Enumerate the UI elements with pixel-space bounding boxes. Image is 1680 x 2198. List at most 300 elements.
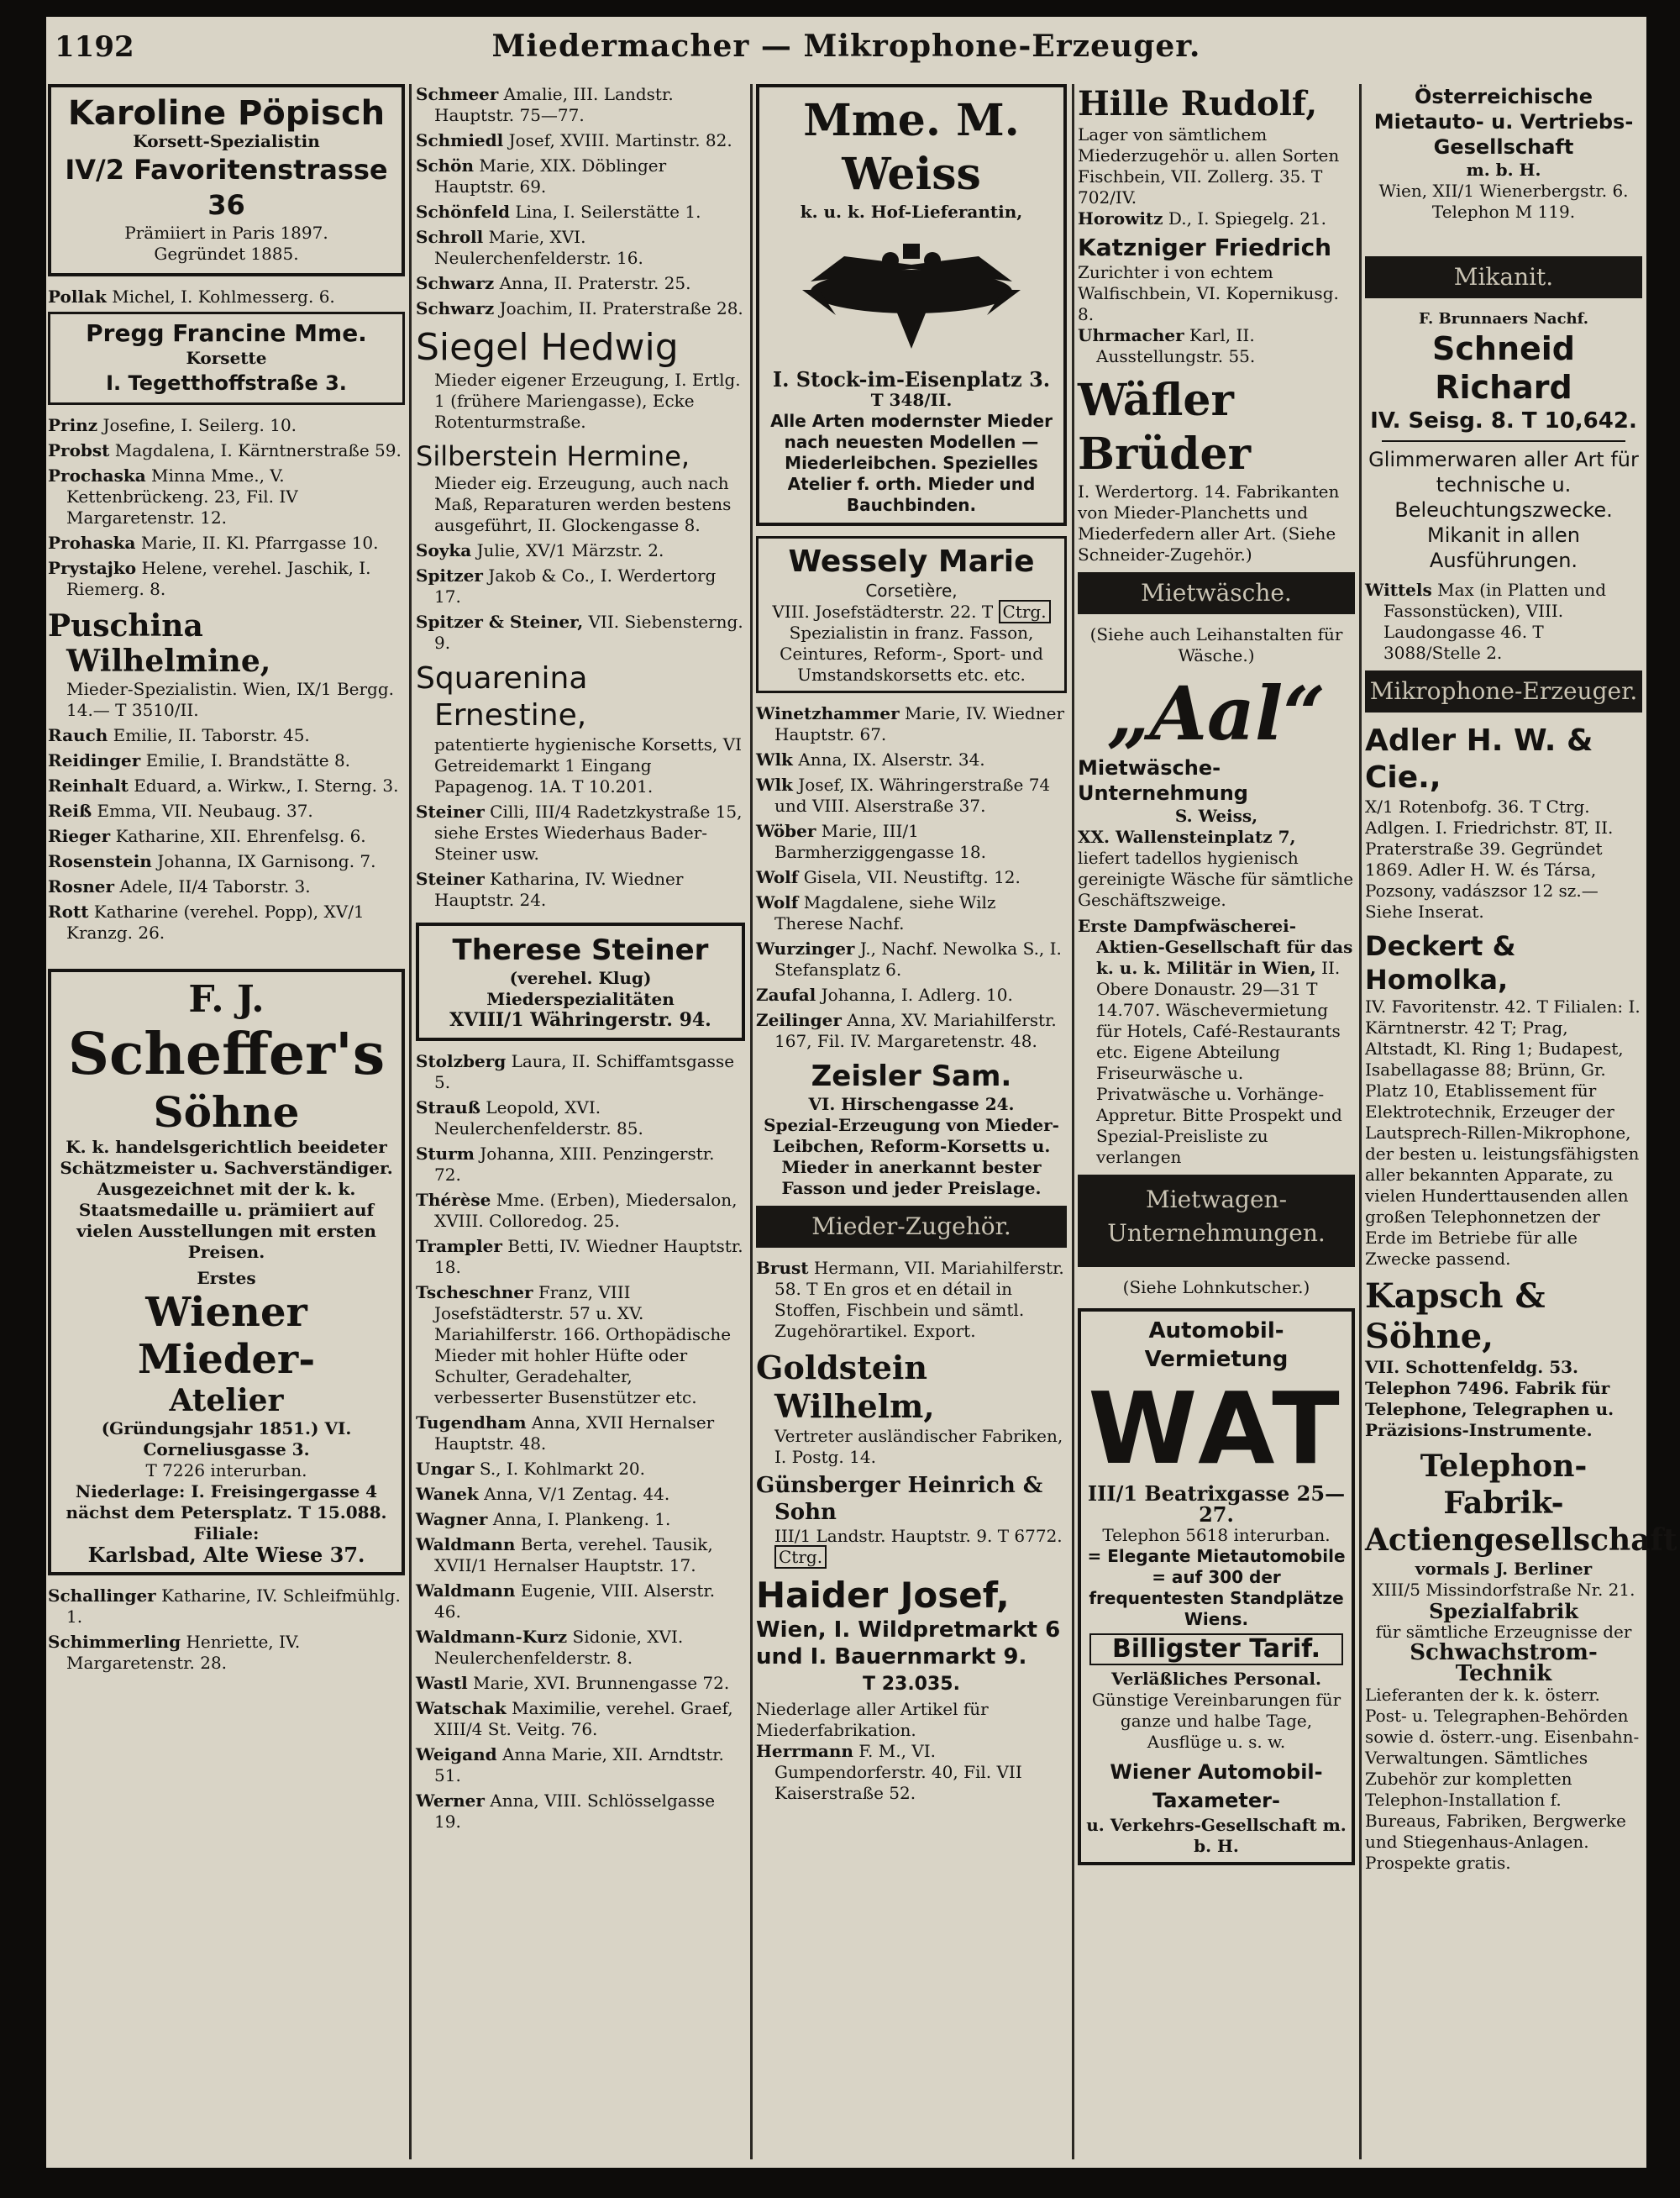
entry-name: Spitzer: [416, 565, 483, 586]
entry-name: Strauß: [416, 1097, 480, 1117]
entry-name: Steiner: [416, 802, 485, 822]
ad-line: = Elegante Mietautomobile = auf 300 der frequentesten Standplätze Wiens.: [1087, 1546, 1346, 1629]
entry-text: Adele, II/4 Taborstr. 3.: [119, 876, 311, 897]
entry-text: D., I. Spiegelg. 21.: [1168, 208, 1326, 229]
entry-name: Prinz: [48, 415, 98, 435]
advertiser-name: Squarenina Ernestine,: [416, 661, 588, 733]
advertiser-name: Goldstein Wilhelm,: [756, 1349, 935, 1425]
entry: [416, 1097, 745, 1139]
ad-goldstein: [756, 1349, 1067, 1468]
entry-text: Lina, I. Seilerstätte 1.: [515, 202, 701, 222]
entry-text: Julie, XV/1 Märzstr. 2.: [476, 540, 664, 560]
entry-name: Rott: [48, 902, 89, 922]
ad-line: Lieferanten der k. k. österr. Post- u. Telegraphen-Behörden sowie d. österr.-ung. Eisenbahn-Verwaltungen. Sämtliches Zubehör zur kompletten Telephon-Installation f. Bureaus, Fabriken, Bergwerke und Stiegenhaus-Anlagen. Prospekte gratis.: [1365, 1685, 1640, 1873]
entry: [48, 902, 405, 944]
entry-text: Mieder eigener Erzeugung, I. Ertlg. 1 (frühere Mariengasse), Ecke Rotenturmstraße.: [434, 370, 741, 432]
advertiser-name: Wäfler Brüder: [1078, 375, 1251, 480]
entry: [416, 1534, 745, 1576]
entry: [416, 1236, 745, 1278]
entry-text: I. Werdertorg. 14. Fabrikanten von Mieder-Planchetts und Miederfedern aller Art. (Siehe Schneider-Zugehör.): [1078, 481, 1340, 565]
entry-name: Horowitz: [1078, 208, 1163, 229]
double-eagle-emblem-icon: [785, 231, 1037, 357]
entry-text: Gisela, VII. Neustiftg. 12.: [803, 867, 1021, 887]
entry: [416, 155, 745, 197]
entry-name: Schallinger: [48, 1585, 156, 1606]
entry: [756, 1741, 1067, 1804]
entry-text: Mieder eig. Erzeugung, auch nach Maß, Reparaturen werden bestens ausgeführt, II. Glockengasse 8.: [434, 473, 732, 535]
ad-line: Alle Arten modernster Mieder nach neuesten Modellen — Miederleibchen. Spezielles Atelier f. orth. Mieder und Bauchbinden.: [770, 411, 1053, 515]
ad-haider: [756, 1575, 1067, 1741]
entry-name: Waldmann: [416, 1534, 516, 1554]
ad-hille: [1078, 84, 1355, 208]
entry-text: Magdalene, siehe Wilz Therese Nachf.: [774, 892, 996, 933]
advertiser-name: Haider Josef,: [756, 1575, 1010, 1616]
entry-text: Marie, II. Kl. Pfarrgasse 10.: [140, 533, 379, 553]
ad-address: I. Stock-im-Eisenplatz 3.: [772, 367, 1051, 392]
entry: [48, 287, 405, 308]
entry: [416, 540, 745, 561]
advertiser-name: Telephon-Fabrik-Actiengesellschaft: [1365, 1449, 1677, 1558]
entry-name: Wlk: [756, 775, 793, 795]
page-number: 1192: [55, 30, 134, 64]
ad-line: Corsetière,: [865, 581, 958, 601]
entry-name: Wanek: [416, 1484, 479, 1504]
ad-line: Korsett-Spezialistin: [133, 131, 320, 151]
entry-name: Reidinger: [48, 750, 141, 770]
ad-telephon-fabrik: [1365, 1448, 1677, 1874]
entry-name: Schmiedl: [416, 130, 504, 150]
advertiser-name: Schneid Richard: [1432, 330, 1575, 406]
entry-name: Soyka: [416, 540, 472, 560]
ad-line: Erstes: [197, 1268, 256, 1288]
entry-text: Katharina, IV. Wiedner Hauptstr. 24.: [434, 869, 684, 910]
ad-line: Wiener Mieder-: [137, 1289, 316, 1383]
entry-text: VII. Siebensterng. 9.: [434, 612, 743, 653]
entry-text: Berta, verehel. Tausik, XVII/1 Hernalser Hauptstr. 17.: [434, 1534, 713, 1575]
ad-kapsch: [1365, 1276, 1642, 1441]
entry: [416, 1509, 745, 1530]
entry-name: Erste Dampfwäscherei-Aktien-Gesellschaft für das k. u. k. Militär in Wien,: [1078, 916, 1353, 978]
section-heading: Mieder-Zugehör.: [756, 1206, 1067, 1248]
entry: [416, 1580, 745, 1622]
ad-mietauto: [1365, 84, 1642, 223]
entry-name: Tugendham: [416, 1412, 527, 1433]
ad-line: vormals J. Berliner: [1415, 1559, 1593, 1579]
entry-text: Josefine, I. Seilerg. 10.: [102, 415, 297, 435]
entry: [48, 533, 405, 554]
entry-text: Anna, XV. Mariahilferstr. 167, Fil. IV. Margaretenstr. 48.: [774, 1010, 1057, 1051]
ad-address: Wien, XII/1 Wienerbergstr. 6.: [1378, 181, 1629, 201]
ad-line: Schwachstrom-Technik: [1410, 1640, 1598, 1686]
entry-name: Spitzer & Steiner,: [416, 612, 584, 632]
entry-name: Probst: [48, 440, 110, 460]
entry-text: Marie, XIX. Döblinger Hauptstr. 69.: [434, 155, 667, 197]
column-5: [1365, 84, 1677, 2159]
entry: [416, 565, 745, 607]
ad-phone: Telephon 5618 interurban.: [1102, 1525, 1331, 1545]
entry-name: Prohaska: [48, 533, 136, 553]
entry-name: Schön: [416, 155, 475, 176]
entry: [416, 1484, 745, 1505]
ad-line: Mietwäsche-Unternehmung: [1078, 756, 1248, 805]
ad-pregg: [48, 312, 405, 405]
ad-line: Miederspezialitäten: [486, 989, 675, 1009]
entry-text: Anna, XVII Hernalser Hauptstr. 48.: [434, 1412, 715, 1454]
entry-name: Wurzinger: [756, 939, 855, 959]
entry-text: Franz, VIII Josefstädterstr. 57 u. XV. Mariahilferstr. 166. Orthopädische Mieder mit hohler Hüfte oder Schulter, Geradehalter, verbesserter Busenstützer etc.: [434, 1282, 732, 1407]
cross-reference: (Siehe Lohnkutscher.): [1122, 1277, 1310, 1297]
entry-text: Henriette, IV. Margaretenstr. 28.: [66, 1632, 301, 1673]
advertiser-name: Therese Steiner: [452, 933, 709, 967]
entry: [416, 869, 745, 911]
entry-text: Johanna, XIII. Penzingerstr. 72.: [434, 1144, 715, 1185]
entry-name: Brust: [756, 1258, 809, 1278]
entry: [416, 1144, 745, 1186]
ad-line: Korsette: [186, 348, 267, 368]
entry: [48, 776, 405, 797]
entry: [416, 84, 745, 126]
ad-line: k. u. k. Hof-Lieferantin,: [800, 202, 1023, 222]
entry: [416, 1673, 745, 1694]
ad-weiss: [756, 84, 1067, 526]
entry: [756, 821, 1067, 863]
ad-line: Gegründet 1885.: [154, 244, 299, 264]
advertiser-name: Adler H. W. & Cie.,: [1365, 723, 1593, 795]
entry-text: Cilli, III/4 Radetzkystraße 15, siehe Erstes Wiederhaus Bader-Steiner usw.: [434, 802, 743, 864]
entry-text: III/1 Landstr. Hauptstr. 9. T 6772.: [774, 1526, 1063, 1546]
entry-text: Vertreter ausländischer Fabriken, I. Postg. 14.: [774, 1426, 1063, 1467]
entry-name: Watschak: [416, 1698, 507, 1718]
ad-line: m. b. H.: [1466, 160, 1541, 180]
column-3: [756, 84, 1067, 2159]
advertiser-name: Siegel Hedwig: [416, 326, 679, 369]
advertiser-name: Wessely Marie: [788, 544, 1035, 579]
ad-siegel: [416, 326, 745, 433]
entry: [756, 775, 1067, 817]
entry: [416, 1051, 745, 1093]
entry-text: Michel, I. Kohlmesserg. 6.: [112, 287, 335, 307]
ad-puschina: [48, 608, 405, 721]
entry-name: Schwarz: [416, 273, 495, 293]
entry-text: Maximilie, verehel. Graef, XIII/4 St. Veitg. 76.: [434, 1698, 733, 1739]
entry-text: Leopold, XVI. Neulerchenfelderstr. 85.: [434, 1097, 643, 1138]
ad-line: F. Brunnaers Nachf.: [1419, 310, 1588, 328]
ad-line: liefert tadellos hygienisch gereinigte Wäsche für sämtliche Geschäftszweige.: [1078, 848, 1354, 910]
column-divider: [750, 84, 753, 2159]
ad-line: (verehel. Klug): [509, 968, 652, 988]
entry-name: Rauch: [48, 725, 108, 745]
entry-text: Marie, XVI. Neulerchenfelderstr. 16.: [434, 227, 643, 268]
entry-name: Winetzhammer: [756, 703, 900, 723]
entry: [48, 876, 405, 897]
entry-text: Eduard, a. Wirkw., I. Sterng. 3.: [134, 776, 399, 796]
entry: [416, 802, 745, 865]
ad-address: Wien, I. Wildpretmarkt 6: [756, 1617, 1061, 1643]
ad-wat: [1078, 1308, 1355, 1865]
entry: [756, 749, 1067, 770]
registered-badge: Ctrg.: [774, 1545, 827, 1569]
entry-name: Stolzberg: [416, 1051, 507, 1071]
advertiser-name: Zeisler Sam.: [811, 1060, 1012, 1093]
ad-line: F. J.: [188, 978, 265, 1021]
entry: [756, 867, 1067, 888]
column-divider: [409, 84, 412, 2159]
ad-address: IV. Seisg. 8. T 10,642.: [1370, 408, 1637, 434]
advertiser-name: Scheffer's: [67, 1021, 386, 1088]
entry: [416, 1412, 745, 1454]
entry: [416, 612, 745, 654]
entry-text: Amalie, III. Landstr. Hauptstr. 75—77.: [434, 84, 674, 125]
registered-badge: Ctrg.: [999, 600, 1051, 623]
entry-text: Anna, VIII. Schlösselgasse 19.: [434, 1790, 716, 1832]
ad-line: Spezialistin in franz. Fasson, Ceintures, Reform-, Sport- und Umstandskorsetts etc. etc.: [780, 623, 1043, 685]
entry-name: Rosenstein: [48, 851, 152, 871]
entry: [48, 1585, 405, 1627]
section-heading: Mietwäsche.: [1078, 572, 1355, 614]
entry-text: S., I. Kohlmarkt 20.: [479, 1459, 645, 1479]
entry-name: Weigand: [416, 1744, 497, 1764]
ad-address: IV/2 Favoritenstrasse 36: [65, 154, 388, 221]
ad-line: u. Verkehrs-Gesellschaft m. b. H.: [1086, 1815, 1347, 1856]
entry-text: Karl, II. Ausstellungstr. 55.: [1096, 325, 1256, 366]
entry-text: Katharine (verehel. Popp), XV/1 Kranzg. 26.: [66, 902, 365, 943]
column-2: [416, 84, 745, 2159]
entry: [48, 725, 405, 746]
column-4: [1078, 84, 1355, 2159]
entry: [416, 1282, 745, 1408]
entry-text: Laura, II. Schiffamtsgasse 5.: [434, 1051, 735, 1092]
entry-name: Schönfeld: [416, 202, 510, 222]
ad-schneid: [1365, 308, 1642, 573]
entry-text: Helene, verehel. Jaschik, I. Riemerg. 8.: [66, 558, 371, 599]
entry-name: Prochaska: [48, 465, 146, 486]
entry-name: Wolf: [756, 867, 799, 887]
ad-line: XVIII/1 Währingerstr. 94.: [449, 1009, 711, 1031]
entry-name: Wöber: [756, 821, 816, 841]
entry-text: Marie, IV. Wiedner Hauptstr. 67.: [774, 703, 1065, 744]
entry-name: Waldmann-Kurz: [416, 1627, 568, 1647]
entry-text: Zurichter i von echtem Walfischbein, VI. Kopernikusg. 8.: [1078, 262, 1339, 324]
entry-text: Mme. (Erben), Miedersalon, XVIII. Colloredog. 25.: [434, 1190, 738, 1231]
entry-name: Trampler: [416, 1236, 502, 1256]
entry-text: Max (in Platten und Fassonstücken), VIII. Laudongasse 46. T 3088/Stelle 2.: [1383, 580, 1607, 663]
entry-text: Mieder-Spezialistin. Wien, IX/1 Bergg. 14.— T 3510/II.: [66, 679, 394, 720]
ad-silberstein: [416, 439, 745, 536]
ad-line: Glimmerwaren aller Art für technische u. Beleuchtungszwecke. Mikanit in allen Ausführungen.: [1368, 448, 1639, 572]
ad-address: XIII/5 Missindorfstraße Nr. 21.: [1372, 1580, 1635, 1600]
ad-adler: [1365, 723, 1642, 923]
entry-name: Schimmerling: [48, 1632, 181, 1652]
entry-text: Marie, XVI. Brunnengasse 72.: [473, 1673, 730, 1693]
entry: [416, 1627, 745, 1669]
advertiser-name: Günsberger Heinrich & Sohn: [756, 1473, 1043, 1525]
entry-name: Wolf: [756, 892, 799, 912]
entry-name: Reiß: [48, 801, 92, 821]
entry: [1078, 916, 1355, 1168]
advertiser-name: Puschina Wilhelmine,: [48, 608, 271, 679]
entry-text: Anna, V/1 Zentag. 44.: [484, 1484, 670, 1504]
entry: [416, 1698, 745, 1740]
advertiser-name: Mme. M. Weiss: [803, 95, 1020, 200]
entry-text: Anna, IX. Alserstr. 34.: [798, 749, 985, 770]
entry-name: Tscheschner: [416, 1282, 533, 1302]
entry: [1078, 325, 1355, 367]
ad-line: Spezial-Erzeugung von Mieder-Leibchen, Reform-Korsetts u. Mieder in anerkannt bester Fasson und jeder Preislage.: [764, 1115, 1059, 1198]
ad-deckert: [1365, 929, 1642, 1270]
advertiser-name: Hille Rudolf,: [1078, 84, 1318, 124]
ad-line: Wiener Automobil-Taxameter-: [1110, 1760, 1323, 1812]
entry-name: Prystajko: [48, 558, 137, 578]
ad-guensberger: [756, 1472, 1067, 1568]
entry: [48, 750, 405, 771]
ad-address: III/1 Beatrixgasse 25—27.: [1087, 1481, 1346, 1527]
ad-zeisler: [756, 1059, 1067, 1199]
ad-address: und I. Bauernmarkt 9.: [756, 1644, 1027, 1670]
ad-line: Filiale:: [193, 1523, 260, 1543]
entry-text: Katharine, XII. Ehrenfelsg. 6.: [115, 826, 366, 846]
entry-name: Sturm: [416, 1144, 475, 1164]
entry-text: II. Obere Donaustr. 29—31 T 14.707. Wäschevermietung für Hotels, Café-Restaurants etc. Eigene Abteilung Friseurwäsche u. Privatwäsche u. Vorhänge-Appretur. Bitte Prospekt und Spezial-Preisliste zu verlangen: [1096, 958, 1342, 1167]
entry-text: Magdalena, I. Kärntnerstraße 59.: [114, 440, 402, 460]
entry: [756, 1258, 1067, 1342]
entry: [48, 415, 405, 436]
entry-text: Johanna, I. Adlerg. 10.: [821, 985, 1013, 1005]
entry-name: Schroll: [416, 227, 484, 247]
ad-line: (Gründungsjahr 1851.) VI. Corneliusgasse 3.: [101, 1418, 352, 1459]
entry: [48, 558, 405, 600]
ad-squarenina: [416, 660, 745, 797]
entry-text: Emilie, I. Brandstätte 8.: [145, 750, 351, 770]
entry-text: Emilie, II. Taborstr. 45.: [113, 725, 310, 745]
entry-text: Marie, III/1 Barmherziggengasse 18.: [774, 821, 986, 862]
entry: [48, 465, 405, 528]
ad-line: für sämtliche Erzeugnisse der: [1375, 1622, 1632, 1642]
page-title: Miedermacher — Mikrophone-Erzeuger.: [491, 29, 1201, 64]
advertiser-name: Katzniger Friedrich: [1078, 234, 1332, 261]
ad-address: I. Tegetthoffstraße 3.: [106, 371, 347, 395]
entry: [756, 985, 1067, 1006]
ad-line: T 7226 interurban.: [145, 1460, 307, 1480]
ad-phone: T 348/II.: [870, 390, 953, 410]
divider: [1382, 440, 1625, 442]
ad-line: Karlsbad, Alte Wiese 37.: [87, 1543, 365, 1567]
column-divider: [1359, 84, 1362, 2159]
entry: [416, 202, 745, 223]
entry-text: VII. Schottenfeldg. 53. Telephon 7496. Fabrik für Telephone, Telegraphen u. Präzisions-Instrumente.: [1365, 1357, 1614, 1440]
section-heading: Mikrophone-Erzeuger.: [1365, 670, 1642, 713]
entry: [416, 130, 745, 151]
entry: [48, 1632, 405, 1674]
entry-text: patentierte hygienische Korsetts, VI Getreidemarkt 1 Eingang Papagenog. 1A. T 10.201.: [434, 734, 743, 797]
directory-page: [46, 17, 1677, 2168]
entry-name: Rieger: [48, 826, 111, 846]
entry-name: Wagner: [416, 1509, 488, 1529]
entry-name: Wastl: [416, 1673, 468, 1693]
entry-text: IV. Favoritenstr. 42. T Filialen: I. Kärntnerstr. 42 T; Prag, Altstadt, Kl. Ring 1; Budapest, Isabellagasse 88; Brünn, Gr. Platz 10, Etablissement für Elektrotechnik, Erzeuger der Lautsprech-Rillen-Mikrophone, der besten u. leistungsfähigsten aller bekannten Apparate, zu vielen Hunderttausenden allen großen Telephonnetzen der Erde im Betriebe für alle Zwecke passend.: [1365, 996, 1641, 1269]
entry-name: Waldmann: [416, 1580, 516, 1601]
entry: [416, 298, 745, 319]
entry: [416, 1790, 745, 1833]
cross-reference: (Siehe auch Leihanstalten für Wäsche.): [1089, 624, 1343, 665]
ad-scheffer: [48, 969, 405, 1575]
entry-name: Zeilinger: [756, 1010, 842, 1030]
entry-text: Hermann, VII. Mariahilferstr. 58. T En gros et en détail in Stoffen, Fischbein und sämtl. Zugehörartikel. Export.: [774, 1258, 1064, 1341]
entry-name: Ungar: [416, 1459, 475, 1479]
entry-text: Josef, IX. Währingerstraße 74 und VIII. Alserstraße 37.: [774, 775, 1051, 816]
entry: [48, 801, 405, 822]
entry: [48, 440, 405, 461]
entry-name: Pollak: [48, 287, 107, 307]
entry-text: F. M., VI. Gumpendorferstr. 40, Fil. VII Kaiserstraße 52.: [774, 1741, 1022, 1803]
entry-name: Werner: [416, 1790, 485, 1811]
entry-name: Thérèse: [416, 1190, 491, 1210]
section-heading: Mikanit.: [1365, 256, 1642, 298]
entry: [756, 703, 1067, 745]
ad-line: Niederlage: I. Freisingergasse 4 nächst dem Petersplatz. T 15.088.: [66, 1481, 387, 1522]
entry-text: Anna Marie, XII. Arndtstr. 51.: [434, 1744, 724, 1785]
entry-name: Herrmann: [756, 1741, 853, 1761]
ad-aal: [1078, 671, 1355, 911]
ad-address: VIII. Josefstädterstr. 22. T: [772, 602, 994, 622]
entry-text: Minna Mme., V. Kettenbrückeng. 23, Fil. IV Margaretenstr. 12.: [66, 465, 298, 528]
entry-text: Josef, XVIII. Martinstr. 82.: [508, 130, 732, 150]
advertiser-name: WAT: [1088, 1370, 1345, 1486]
entry-text: Sidonie, XVI. Neulerchenfelderstr. 8.: [434, 1627, 684, 1668]
advertiser-name: „Aal“: [1107, 670, 1326, 757]
ad-line: Günstige Vereinbarungen für ganze und halbe Tage, Ausflüge u. s. w.: [1091, 1690, 1341, 1752]
ad-line: S. Weiss,: [1174, 806, 1258, 826]
entry: [416, 1744, 745, 1786]
ad-line: Prämiiert in Paris 1897.: [124, 223, 328, 243]
ad-line: Automobil-Vermietung: [1144, 1318, 1289, 1372]
page-header: [46, 25, 1646, 64]
entry-text: Eugenie, VIII. Alserstr. 46.: [434, 1580, 716, 1622]
ad-line: Verläßliches Personal.: [1111, 1669, 1321, 1689]
entry-name: Wlk: [756, 749, 793, 770]
advertiser-name: Kapsch & Söhne,: [1365, 1276, 1546, 1356]
entry-name: Schmeer: [416, 84, 499, 104]
ad-therese-steiner: [416, 923, 745, 1041]
entry-text: Betti, IV. Wiedner Hauptstr. 18.: [434, 1236, 743, 1277]
advertiser-name: Pregg Francine Mme.: [86, 319, 367, 347]
entry-text: X/1 Rotenbofg. 36. T Ctrg. Adlgen. I. Friedrichstr. 8T, II. Praterstraße 39. Gegründet 1869. Adler H. W. és Társa, Pozsony, vadászsor 12 sz.— Siehe Inserat.: [1365, 797, 1614, 922]
ad-line: Billigster Tarif.: [1089, 1633, 1343, 1665]
entry-name: Rosner: [48, 876, 115, 897]
column-1: [48, 84, 405, 2159]
entry-name: Schwarz: [416, 298, 495, 318]
entry: [48, 826, 405, 847]
entry: [756, 1010, 1067, 1052]
entry-name: Reinhalt: [48, 776, 129, 796]
ad-address: XX. Wallensteinplatz 7,: [1078, 827, 1296, 847]
ad-line: Atelier: [169, 1383, 284, 1418]
ad-phone: Telephon M 119.: [1431, 202, 1576, 222]
ad-line: Söhne: [153, 1087, 300, 1137]
ad-phone: T 23.035.: [863, 1674, 960, 1695]
entry: [416, 273, 745, 294]
advertiser-name: Österreichische Mietauto- u. Vertriebs-Gesellschaft: [1373, 85, 1634, 159]
ad-poepisch: [48, 84, 405, 276]
ad-line: Niederlage aller Artikel für Miederfabrikation.: [756, 1699, 989, 1740]
ad-address: VI. Hirschengasse 24.: [808, 1094, 1015, 1114]
entry-text: Anna, II. Praterstr. 25.: [499, 273, 691, 293]
entry-name: Zaufal: [756, 985, 816, 1005]
entry: [1078, 208, 1355, 229]
entry: [416, 227, 745, 269]
entry-text: Anna, I. Plankeng. 1.: [492, 1509, 671, 1529]
ad-line: Spezialfabrik: [1429, 1599, 1578, 1623]
ad-wessely: [756, 536, 1067, 693]
